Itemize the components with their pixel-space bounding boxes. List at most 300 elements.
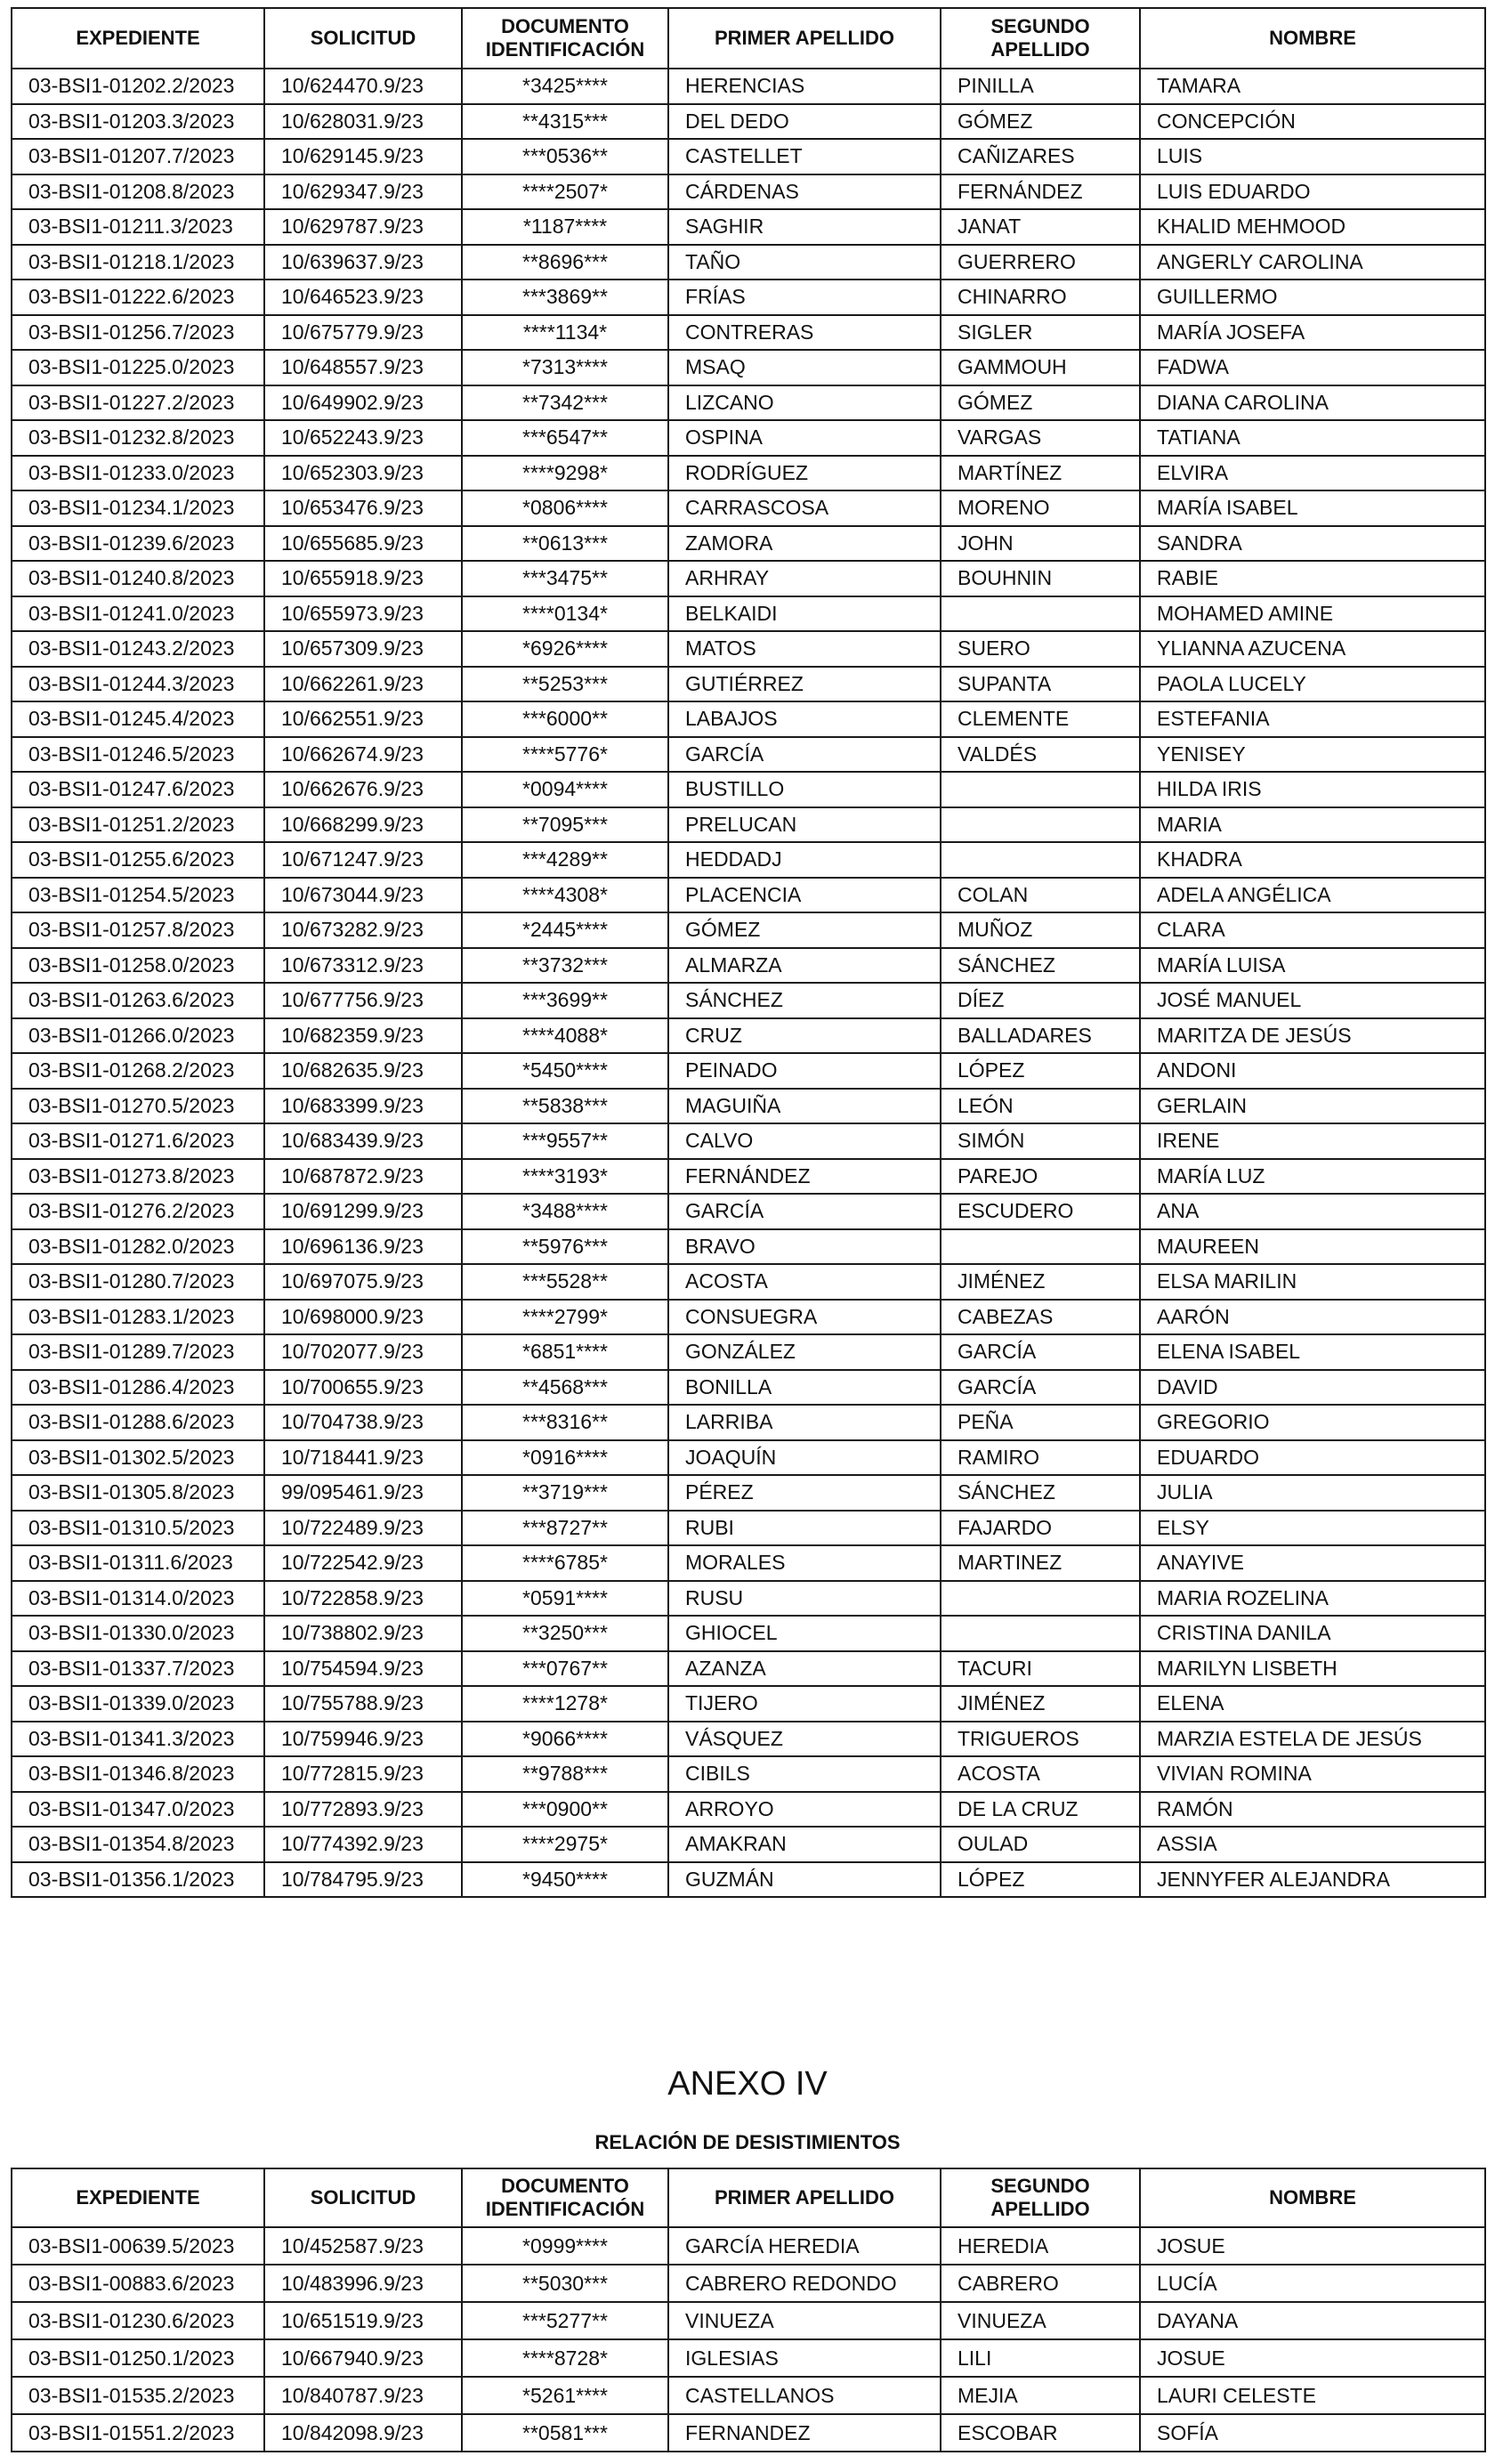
cell-primer-apellido: CALVO [668, 1123, 941, 1159]
col-header-solicitud: SOLICITUD [264, 8, 462, 69]
cell-solicitud: 10/691299.9/23 [264, 1194, 462, 1229]
table-row [12, 2414, 1485, 2452]
cell-solicitud: 10/653476.9/23 [264, 490, 462, 526]
cell-segundo-apellido: BOUHNIN [941, 561, 1140, 596]
cell-nombre: DAYANA [1140, 2302, 1485, 2339]
cell-primer-apellido: SÁNCHEZ [668, 983, 941, 1018]
cell-documento: ****4308* [462, 878, 668, 913]
cell-solicitud: 10/842098.9/23 [264, 2414, 462, 2452]
table-row [12, 69, 1485, 104]
cell-documento: **5030*** [462, 2265, 668, 2302]
table-row [12, 667, 1485, 702]
cell-primer-apellido: GARCÍA HEREDIA [668, 2227, 941, 2265]
cell-segundo-apellido: PEÑA [941, 1405, 1140, 1440]
table-row [12, 1300, 1485, 1335]
cell-segundo-apellido: MEJIA [941, 2377, 1140, 2414]
table-row [12, 561, 1485, 596]
cell-nombre: YLIANNA AZUCENA [1140, 631, 1485, 667]
cell-primer-apellido: ARHRAY [668, 561, 941, 596]
cell-nombre: JULIA [1140, 1475, 1485, 1511]
cell-primer-apellido: JOAQUÍN [668, 1440, 941, 1476]
cell-nombre: DIANA CAROLINA [1140, 385, 1485, 421]
cell-nombre: KHALID MEHMOOD [1140, 209, 1485, 245]
table-row [12, 1581, 1485, 1617]
cell-expediente: 03-BSI1-01551.2/2023 [12, 2414, 264, 2452]
cell-solicitud: 10/700655.9/23 [264, 1370, 462, 1406]
cell-nombre: EDUARDO [1140, 1440, 1485, 1476]
cell-solicitud: 10/648557.9/23 [264, 350, 462, 385]
cell-solicitud: 10/696136.9/23 [264, 1229, 462, 1265]
cell-primer-apellido: ZAMORA [668, 526, 941, 562]
cell-documento: ***8727** [462, 1511, 668, 1546]
cell-expediente: 03-BSI1-01270.5/2023 [12, 1089, 264, 1124]
cell-documento: ***6547** [462, 420, 668, 456]
cell-nombre: ANA [1140, 1194, 1485, 1229]
cell-nombre: MAUREEN [1140, 1229, 1485, 1265]
cell-documento: **5838*** [462, 1089, 668, 1124]
cell-solicitud: 10/683399.9/23 [264, 1089, 462, 1124]
cell-segundo-apellido: JIMÉNEZ [941, 1686, 1140, 1722]
cell-solicitud: 10/624470.9/23 [264, 69, 462, 104]
cell-documento: ****4088* [462, 1018, 668, 1054]
cell-expediente: 03-BSI1-00639.5/2023 [12, 2227, 264, 2265]
table-row [12, 1475, 1485, 1511]
cell-solicitud: 10/673312.9/23 [264, 948, 462, 984]
cell-primer-apellido: OSPINA [668, 420, 941, 456]
col-header-segundo-apellido: SEGUNDO APELLIDO [941, 8, 1140, 69]
cell-expediente: 03-BSI1-01271.6/2023 [12, 1123, 264, 1159]
cell-documento: *9066**** [462, 1722, 668, 1757]
cell-solicitud: 10/662676.9/23 [264, 772, 462, 807]
cell-documento: ****2507* [462, 174, 668, 210]
cell-primer-apellido: HERENCIAS [668, 69, 941, 104]
table-row [12, 1229, 1485, 1265]
cell-nombre: GERLAIN [1140, 1089, 1485, 1124]
table-row [12, 1722, 1485, 1757]
cell-nombre: PAOLA LUCELY [1140, 667, 1485, 702]
col-header-documento: DOCUMENTO IDENTIFICACIÓN [462, 8, 668, 69]
cell-segundo-apellido [941, 596, 1140, 632]
table-row [12, 139, 1485, 174]
cell-segundo-apellido: VALDÉS [941, 737, 1140, 773]
cell-nombre: JENNYFER ALEJANDRA [1140, 1862, 1485, 1898]
cell-primer-apellido: TIJERO [668, 1686, 941, 1722]
cell-expediente: 03-BSI1-01256.7/2023 [12, 315, 264, 351]
cell-documento: *0999**** [462, 2227, 668, 2265]
cell-primer-apellido: PÉREZ [668, 1475, 941, 1511]
cell-documento: *7313**** [462, 350, 668, 385]
col-header-primer-apellido: PRIMER APELLIDO [668, 2168, 941, 2227]
cell-nombre: LAURI CELESTE [1140, 2377, 1485, 2414]
cell-nombre: RAMÓN [1140, 1792, 1485, 1828]
cell-solicitud: 10/655918.9/23 [264, 561, 462, 596]
cell-expediente: 03-BSI1-01282.0/2023 [12, 1229, 264, 1265]
table-body [12, 2227, 1485, 2452]
cell-documento: **8696*** [462, 245, 668, 280]
cell-segundo-apellido: ACOSTA [941, 1756, 1140, 1792]
table-row [12, 420, 1485, 456]
cell-nombre: RABIE [1140, 561, 1485, 596]
cell-primer-apellido: IGLESIAS [668, 2339, 941, 2377]
cell-segundo-apellido: HEREDIA [941, 2227, 1140, 2265]
cell-nombre: MARÍA LUZ [1140, 1159, 1485, 1195]
cell-solicitud: 10/784795.9/23 [264, 1862, 462, 1898]
cell-primer-apellido: PRELUCAN [668, 807, 941, 843]
cell-expediente: 03-BSI1-01310.5/2023 [12, 1511, 264, 1546]
cell-nombre: ESTEFANIA [1140, 701, 1485, 737]
cell-documento: ****1134* [462, 315, 668, 351]
cell-segundo-apellido: VINUEZA [941, 2302, 1140, 2339]
cell-segundo-apellido: LILI [941, 2339, 1140, 2377]
table-row [12, 2339, 1485, 2377]
cell-expediente: 03-BSI1-01356.1/2023 [12, 1862, 264, 1898]
cell-segundo-apellido: GAMMOUH [941, 350, 1140, 385]
cell-segundo-apellido: OULAD [941, 1827, 1140, 1862]
cell-solicitud: 10/628031.9/23 [264, 104, 462, 140]
cell-expediente: 03-BSI1-01257.8/2023 [12, 912, 264, 948]
cell-segundo-apellido: SUERO [941, 631, 1140, 667]
cell-documento: **3732*** [462, 948, 668, 984]
cell-expediente: 03-BSI1-01280.7/2023 [12, 1264, 264, 1300]
cell-primer-apellido: FERNÁNDEZ [668, 1159, 941, 1195]
col-header-segundo-apellido: SEGUNDO APELLIDO [941, 2168, 1140, 2227]
table-row [12, 878, 1485, 913]
cell-expediente: 03-BSI1-01286.4/2023 [12, 1370, 264, 1406]
cell-solicitud: 10/755788.9/23 [264, 1686, 462, 1722]
table-row [12, 2302, 1485, 2339]
cell-nombre: FADWA [1140, 350, 1485, 385]
col-header-nombre: NOMBRE [1140, 8, 1485, 69]
cell-nombre: MOHAMED AMINE [1140, 596, 1485, 632]
cell-solicitud: 10/722542.9/23 [264, 1545, 462, 1581]
annex-title: ANEXO IV [667, 2065, 828, 2103]
cell-segundo-apellido: ESCUDERO [941, 1194, 1140, 1229]
cell-primer-apellido: CÁRDENAS [668, 174, 941, 210]
cell-segundo-apellido: MARTINEZ [941, 1545, 1140, 1581]
cell-segundo-apellido: SIMÓN [941, 1123, 1140, 1159]
cell-segundo-apellido: PAREJO [941, 1159, 1140, 1195]
cell-nombre: ADELA ANGÉLICA [1140, 878, 1485, 913]
cell-documento: *2445**** [462, 912, 668, 948]
cell-documento: **0581*** [462, 2414, 668, 2452]
cell-nombre: CLARA [1140, 912, 1485, 948]
cell-primer-apellido: VINUEZA [668, 2302, 941, 2339]
cell-segundo-apellido: BALLADARES [941, 1018, 1140, 1054]
cell-nombre: DAVID [1140, 1370, 1485, 1406]
cell-segundo-apellido: SIGLER [941, 315, 1140, 351]
table-row [12, 1405, 1485, 1440]
cell-solicitud: 10/682635.9/23 [264, 1053, 462, 1089]
cell-expediente: 03-BSI1-01243.2/2023 [12, 631, 264, 667]
cell-expediente: 03-BSI1-01230.6/2023 [12, 2302, 264, 2339]
cell-solicitud: 10/759946.9/23 [264, 1722, 462, 1757]
cell-nombre: VIVIAN ROMINA [1140, 1756, 1485, 1792]
cell-expediente: 03-BSI1-01245.4/2023 [12, 701, 264, 737]
cell-documento: *3488**** [462, 1194, 668, 1229]
table-row [12, 1545, 1485, 1581]
table-row [12, 1018, 1485, 1054]
cell-nombre: CONCEPCIÓN [1140, 104, 1485, 140]
cell-expediente: 03-BSI1-01311.6/2023 [12, 1545, 264, 1581]
cell-documento: **4315*** [462, 104, 668, 140]
cell-segundo-apellido: TACURI [941, 1651, 1140, 1687]
cell-segundo-apellido: MARTÍNEZ [941, 456, 1140, 491]
table-row [12, 737, 1485, 773]
cell-segundo-apellido: DE LA CRUZ [941, 1792, 1140, 1828]
cell-expediente: 03-BSI1-01314.0/2023 [12, 1581, 264, 1617]
cell-nombre: MARIA [1140, 807, 1485, 843]
table-row [12, 912, 1485, 948]
table-row [12, 526, 1485, 562]
table-row [12, 280, 1485, 315]
cell-expediente: 03-BSI1-01302.5/2023 [12, 1440, 264, 1476]
cell-documento: ***0900** [462, 1792, 668, 1828]
cell-nombre: ELSA MARILIN [1140, 1264, 1485, 1300]
cell-expediente: 03-BSI1-01247.6/2023 [12, 772, 264, 807]
table-row [12, 350, 1485, 385]
col-header-expediente: EXPEDIENTE [12, 2168, 264, 2227]
cell-segundo-apellido: GARCÍA [941, 1334, 1140, 1370]
cell-solicitud: 10/840787.9/23 [264, 2377, 462, 2414]
cell-primer-apellido: CONTRERAS [668, 315, 941, 351]
cell-solicitud: 10/683439.9/23 [264, 1123, 462, 1159]
cell-primer-apellido: PLACENCIA [668, 878, 941, 913]
cell-primer-apellido: VÁSQUEZ [668, 1722, 941, 1757]
cell-solicitud: 10/682359.9/23 [264, 1018, 462, 1054]
cell-expediente: 03-BSI1-01211.3/2023 [12, 209, 264, 245]
cell-nombre: SANDRA [1140, 526, 1485, 562]
cell-primer-apellido: CRUZ [668, 1018, 941, 1054]
table-row [12, 1370, 1485, 1406]
cell-primer-apellido: GARCÍA [668, 737, 941, 773]
table-row [12, 104, 1485, 140]
cell-primer-apellido: CASTELLANOS [668, 2377, 941, 2414]
cell-expediente: 03-BSI1-01207.7/2023 [12, 139, 264, 174]
cell-documento: ****6785* [462, 1545, 668, 1581]
cell-documento: *6851**** [462, 1334, 668, 1370]
cell-nombre: YENISEY [1140, 737, 1485, 773]
cell-solicitud: 10/629145.9/23 [264, 139, 462, 174]
cell-primer-apellido: CASTELLET [668, 139, 941, 174]
cell-nombre: AARÓN [1140, 1300, 1485, 1335]
cell-primer-apellido: CONSUEGRA [668, 1300, 941, 1335]
cell-segundo-apellido: CAÑIZARES [941, 139, 1140, 174]
cell-documento: ***0767** [462, 1651, 668, 1687]
cell-primer-apellido: LARRIBA [668, 1405, 941, 1440]
table-row [12, 983, 1485, 1018]
cell-primer-apellido: GONZÁLEZ [668, 1334, 941, 1370]
cell-primer-apellido: GHIOCEL [668, 1616, 941, 1651]
cell-primer-apellido: LIZCANO [668, 385, 941, 421]
cell-primer-apellido: CARRASCOSA [668, 490, 941, 526]
table-row [12, 1123, 1485, 1159]
cell-primer-apellido: ARROYO [668, 1792, 941, 1828]
cell-solicitud: 10/722489.9/23 [264, 1511, 462, 1546]
table-row [12, 315, 1485, 351]
beneficiaries-table [11, 7, 1486, 1898]
cell-segundo-apellido [941, 842, 1140, 878]
cell-segundo-apellido: JOHN [941, 526, 1140, 562]
cell-primer-apellido: AZANZA [668, 1651, 941, 1687]
cell-solicitud: 10/698000.9/23 [264, 1300, 462, 1335]
cell-documento: ***4289** [462, 842, 668, 878]
cell-expediente: 03-BSI1-01354.8/2023 [12, 1827, 264, 1862]
cell-solicitud: 10/774392.9/23 [264, 1827, 462, 1862]
cell-expediente: 03-BSI1-01203.3/2023 [12, 104, 264, 140]
table-body [12, 69, 1485, 1897]
cell-nombre: IRENE [1140, 1123, 1485, 1159]
cell-segundo-apellido: TRIGUEROS [941, 1722, 1140, 1757]
cell-documento: **5253*** [462, 667, 668, 702]
cell-primer-apellido: TAÑO [668, 245, 941, 280]
cell-documento: ***0536** [462, 139, 668, 174]
table-row [12, 1440, 1485, 1476]
cell-expediente: 03-BSI1-01222.6/2023 [12, 280, 264, 315]
cell-documento: *9450**** [462, 1862, 668, 1898]
cell-solicitud: 10/662551.9/23 [264, 701, 462, 737]
cell-expediente: 03-BSI1-01346.8/2023 [12, 1756, 264, 1792]
table-row [12, 1334, 1485, 1370]
cell-documento: **9788*** [462, 1756, 668, 1792]
table-row [12, 948, 1485, 984]
cell-segundo-apellido: CHINARRO [941, 280, 1140, 315]
cell-expediente: 03-BSI1-01240.8/2023 [12, 561, 264, 596]
cell-solicitud: 10/697075.9/23 [264, 1264, 462, 1300]
cell-primer-apellido: GUZMÁN [668, 1862, 941, 1898]
cell-expediente: 03-BSI1-01225.0/2023 [12, 350, 264, 385]
cell-documento: ***9557** [462, 1123, 668, 1159]
cell-segundo-apellido: MORENO [941, 490, 1140, 526]
cell-primer-apellido: RUSU [668, 1581, 941, 1617]
table-row [12, 701, 1485, 737]
table-row [12, 772, 1485, 807]
cell-documento: *5450**** [462, 1053, 668, 1089]
cell-primer-apellido: RUBI [668, 1511, 941, 1546]
table-row [12, 209, 1485, 245]
col-header-expediente: EXPEDIENTE [12, 8, 264, 69]
cell-solicitud: 10/718441.9/23 [264, 1440, 462, 1476]
cell-expediente: 03-BSI1-01232.8/2023 [12, 420, 264, 456]
cell-segundo-apellido: SUPANTA [941, 667, 1140, 702]
cell-expediente: 03-BSI1-00883.6/2023 [12, 2265, 264, 2302]
cell-segundo-apellido: CABRERO [941, 2265, 1140, 2302]
cell-solicitud: 10/702077.9/23 [264, 1334, 462, 1370]
cell-documento: *5261**** [462, 2377, 668, 2414]
cell-documento: **5976*** [462, 1229, 668, 1265]
cell-nombre: CRISTINA DANILA [1140, 1616, 1485, 1651]
cell-documento: ****5776* [462, 737, 668, 773]
cell-solicitud: 10/652303.9/23 [264, 456, 462, 491]
cell-documento: ****3193* [462, 1159, 668, 1195]
cell-expediente: 03-BSI1-01283.1/2023 [12, 1300, 264, 1335]
cell-primer-apellido: FERNANDEZ [668, 2414, 941, 2452]
cell-documento: ***8316** [462, 1405, 668, 1440]
table-row [12, 490, 1485, 526]
table-row [12, 1686, 1485, 1722]
cell-expediente: 03-BSI1-01239.6/2023 [12, 526, 264, 562]
table-row [12, 245, 1485, 280]
cell-solicitud: 10/704738.9/23 [264, 1405, 462, 1440]
cell-documento: **4568*** [462, 1370, 668, 1406]
cell-primer-apellido: SAGHIR [668, 209, 941, 245]
cell-documento: ****9298* [462, 456, 668, 491]
cell-solicitud: 10/655973.9/23 [264, 596, 462, 632]
cell-expediente: 03-BSI1-01218.1/2023 [12, 245, 264, 280]
cell-primer-apellido: ALMARZA [668, 948, 941, 984]
cell-primer-apellido: AMAKRAN [668, 1827, 941, 1862]
cell-solicitud: 10/677756.9/23 [264, 983, 462, 1018]
table-header-row [12, 8, 1485, 69]
table-row [12, 1862, 1485, 1898]
table-row [12, 1511, 1485, 1546]
cell-documento: ****2799* [462, 1300, 668, 1335]
cell-solicitud: 10/646523.9/23 [264, 280, 462, 315]
cell-documento: ***5277** [462, 2302, 668, 2339]
cell-nombre: SOFÍA [1140, 2414, 1485, 2452]
cell-expediente: 03-BSI1-01250.1/2023 [12, 2339, 264, 2377]
cell-documento: *1187**** [462, 209, 668, 245]
cell-segundo-apellido: GÓMEZ [941, 104, 1140, 140]
cell-expediente: 03-BSI1-01273.8/2023 [12, 1159, 264, 1195]
table-row [12, 1194, 1485, 1229]
cell-segundo-apellido [941, 1581, 1140, 1617]
cell-primer-apellido: LABAJOS [668, 701, 941, 737]
cell-expediente: 03-BSI1-01246.5/2023 [12, 737, 264, 773]
cell-expediente: 03-BSI1-01241.0/2023 [12, 596, 264, 632]
cell-segundo-apellido [941, 772, 1140, 807]
cell-primer-apellido: MATOS [668, 631, 941, 667]
cell-segundo-apellido: JANAT [941, 209, 1140, 245]
cell-nombre: JOSÉ MANUEL [1140, 983, 1485, 1018]
cell-solicitud: 10/667940.9/23 [264, 2339, 462, 2377]
cell-expediente: 03-BSI1-01289.7/2023 [12, 1334, 264, 1370]
cell-expediente: 03-BSI1-01254.5/2023 [12, 878, 264, 913]
cell-nombre: ANGERLY CAROLINA [1140, 245, 1485, 280]
cell-documento: *0094**** [462, 772, 668, 807]
cell-nombre: ELSY [1140, 1511, 1485, 1546]
cell-documento: ****0134* [462, 596, 668, 632]
cell-primer-apellido: GUTIÉRREZ [668, 667, 941, 702]
table-row [12, 842, 1485, 878]
cell-segundo-apellido: FAJARDO [941, 1511, 1140, 1546]
annex-subtitle: RELACIÓN DE DESISTIMIENTOS [594, 2131, 901, 2153]
table-row [12, 1756, 1485, 1792]
cell-solicitud: 10/649902.9/23 [264, 385, 462, 421]
cell-expediente: 03-BSI1-01266.0/2023 [12, 1018, 264, 1054]
cell-documento: *6926**** [462, 631, 668, 667]
cell-segundo-apellido: SÁNCHEZ [941, 1475, 1140, 1511]
cell-expediente: 03-BSI1-01535.2/2023 [12, 2377, 264, 2414]
cell-expediente: 03-BSI1-01276.2/2023 [12, 1194, 264, 1229]
table-row [12, 1089, 1485, 1124]
cell-primer-apellido: BRAVO [668, 1229, 941, 1265]
cell-segundo-apellido: PINILLA [941, 69, 1140, 104]
cell-nombre: ELVIRA [1140, 456, 1485, 491]
cell-primer-apellido: HEDDADJ [668, 842, 941, 878]
cell-expediente: 03-BSI1-01251.2/2023 [12, 807, 264, 843]
cell-nombre: GREGORIO [1140, 1405, 1485, 1440]
cell-nombre: MARILYN LISBETH [1140, 1651, 1485, 1687]
cell-segundo-apellido [941, 1229, 1140, 1265]
table-row [12, 2265, 1485, 2302]
cell-documento: **7342*** [462, 385, 668, 421]
cell-nombre: LUCÍA [1140, 2265, 1485, 2302]
cell-nombre: ELENA [1140, 1686, 1485, 1722]
cell-expediente: 03-BSI1-01244.3/2023 [12, 667, 264, 702]
table-row [12, 1159, 1485, 1195]
cell-expediente: 03-BSI1-01347.0/2023 [12, 1792, 264, 1828]
cell-solicitud: 10/629347.9/23 [264, 174, 462, 210]
